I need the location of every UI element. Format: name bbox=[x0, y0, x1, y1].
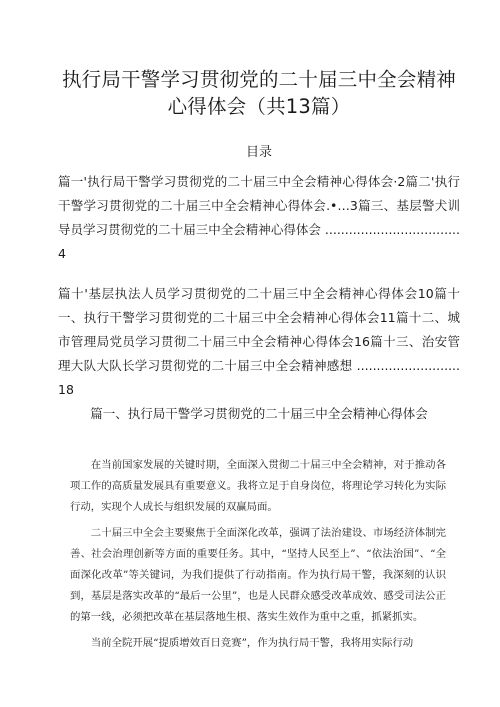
document-title-line-1: 执行局干警学习贯彻党的二十届三中全会精神 bbox=[61, 68, 456, 91]
body-text bbox=[58, 455, 460, 654]
document-title-line-2: 心得体会（共13篇） bbox=[167, 95, 351, 118]
section-heading: 篇一、执行局干警学习贯彻党的二十届三中全会精神心得体会 bbox=[90, 406, 428, 421]
body-paragraph-1: 在当前国家发展的关键时期，全面深入贯彻二十届三中全会精神，对于推动各项工作的高质量发展具有重要意义。我将立足于自身岗位，将理论学习转化为实际行动，实现个人成长与组织发展的双赢局面。 bbox=[70, 459, 446, 513]
toc-entries-block-2: 篇十'基层执法人员学习贯彻党的二十届三中全会精神心得体会10篇十一、执行干警学习贯彻党的二十届三中全会精神心得体会11篇十二、城市管理局党员学习贯彻二十届三中全会精神心得体会16篇十三、治安管理大队大队长学习贯彻党的二十届三中全会精神感想 ..........................18 bbox=[58, 286, 460, 397]
body-paragraph-3: 当前全院开展“提质增效百日竞赛”，作为执行局干警，我将用实际行动 bbox=[90, 637, 414, 649]
toc-heading: 目录 bbox=[245, 145, 272, 160]
document-title bbox=[58, 66, 460, 120]
body-paragraph-2: 二十届三中全会主要聚焦于全面深化改革，强调了法治建设、市场经济体制完善、社会治理创新等方面的重要任务。其中，“坚持人民至上”、“依法治国”、“全面深化改革”等关键词，为我们提供了行动指南。作为执行局干警，我深刻的认识到，基层是落实改革的“最后一公里”，也是人民群众感受改革成效、感受司法公正的第一线，必须把改革在基层落地生根、落实生效作为重中之重，抓紧抓实。 bbox=[70, 527, 446, 623]
toc-entries-block-1: 篇一'执行局干警学习贯彻党的二十届三中全会精神心得体会·2篇二'执行干警学习贯彻党的二十届三中全会精神心得体会.•…3篇三、基层警犬训导员学习贯彻党的二十届三中全会精神心得体会 ..................................4 bbox=[58, 174, 460, 261]
